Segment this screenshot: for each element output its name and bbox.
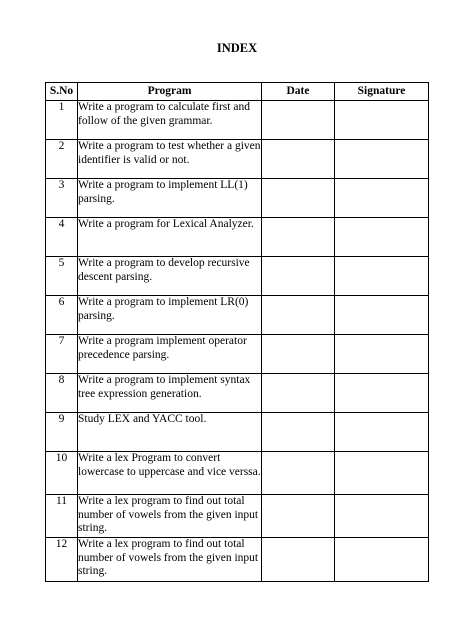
row-sno: 7 bbox=[46, 335, 78, 374]
row-program: Write a lex Program to convert lowercase to uppercase and vice verssa. bbox=[78, 452, 262, 495]
row-signature-cell bbox=[335, 101, 429, 140]
row-signature-cell bbox=[335, 218, 429, 257]
index-table bbox=[45, 82, 429, 582]
table-row bbox=[46, 179, 429, 218]
row-date-cell bbox=[262, 257, 335, 296]
row-program: Write a program for Lexical Analyzer. bbox=[78, 218, 262, 257]
column-header-date: Date bbox=[262, 83, 335, 101]
column-header-sno: S.No bbox=[46, 83, 78, 101]
row-date-cell bbox=[262, 296, 335, 335]
column-header-program: Program bbox=[78, 83, 262, 101]
row-signature-cell bbox=[335, 538, 429, 582]
row-sno: 5 bbox=[46, 257, 78, 296]
row-program: Write a program to implement LR(0) parsing. bbox=[78, 296, 262, 335]
row-program: Study LEX and YACC tool. bbox=[78, 413, 262, 452]
row-sno: 1 bbox=[46, 101, 78, 140]
row-signature-cell bbox=[335, 374, 429, 413]
table-header-row bbox=[46, 83, 429, 101]
table-row bbox=[46, 495, 429, 538]
row-sno: 3 bbox=[46, 179, 78, 218]
row-sno: 12 bbox=[46, 538, 78, 582]
row-program: Write a lex program to find out total number of vowels from the given input string. bbox=[78, 495, 262, 538]
row-date-cell bbox=[262, 538, 335, 582]
row-program: Write a lex program to find out total number of vowels from the given input string. bbox=[78, 538, 262, 582]
row-signature-cell bbox=[335, 296, 429, 335]
row-date-cell bbox=[262, 335, 335, 374]
table-row bbox=[46, 413, 429, 452]
row-sno: 8 bbox=[46, 374, 78, 413]
row-sno: 4 bbox=[46, 218, 78, 257]
row-signature-cell bbox=[335, 140, 429, 179]
row-program: Write a program implement operator precedence parsing. bbox=[78, 335, 262, 374]
row-program: Write a program to develop recursive descent parsing. bbox=[78, 257, 262, 296]
row-signature-cell bbox=[335, 413, 429, 452]
row-program: Write a program to test whether a given identifier is valid or not. bbox=[78, 140, 262, 179]
table-row bbox=[46, 257, 429, 296]
row-program: Write a program to implement LL(1) parsing. bbox=[78, 179, 262, 218]
row-program: Write a program to calculate first and follow of the given grammar. bbox=[78, 101, 262, 140]
table-row bbox=[46, 101, 429, 140]
table-row bbox=[46, 218, 429, 257]
row-signature-cell bbox=[335, 257, 429, 296]
row-signature-cell bbox=[335, 179, 429, 218]
table-row bbox=[46, 452, 429, 495]
row-signature-cell bbox=[335, 495, 429, 538]
row-date-cell bbox=[262, 101, 335, 140]
row-sno: 9 bbox=[46, 413, 78, 452]
row-sno: 10 bbox=[46, 452, 78, 495]
row-date-cell bbox=[262, 140, 335, 179]
page-title: INDEX bbox=[216, 41, 258, 55]
row-date-cell bbox=[262, 374, 335, 413]
row-sno: 6 bbox=[46, 296, 78, 335]
row-date-cell bbox=[262, 413, 335, 452]
row-date-cell bbox=[262, 179, 335, 218]
row-signature-cell bbox=[335, 452, 429, 495]
table-row bbox=[46, 296, 429, 335]
table-row bbox=[46, 335, 429, 374]
column-header-signature: Signature bbox=[335, 83, 429, 101]
row-sno: 2 bbox=[46, 140, 78, 179]
table-row bbox=[46, 140, 429, 179]
row-signature-cell bbox=[335, 335, 429, 374]
table-row bbox=[46, 538, 429, 582]
row-date-cell bbox=[262, 218, 335, 257]
row-date-cell bbox=[262, 452, 335, 495]
row-sno: 11 bbox=[46, 495, 78, 538]
row-program: Write a program to implement syntax tree expression generation. bbox=[78, 374, 262, 413]
row-date-cell bbox=[262, 495, 335, 538]
table-row bbox=[46, 374, 429, 413]
